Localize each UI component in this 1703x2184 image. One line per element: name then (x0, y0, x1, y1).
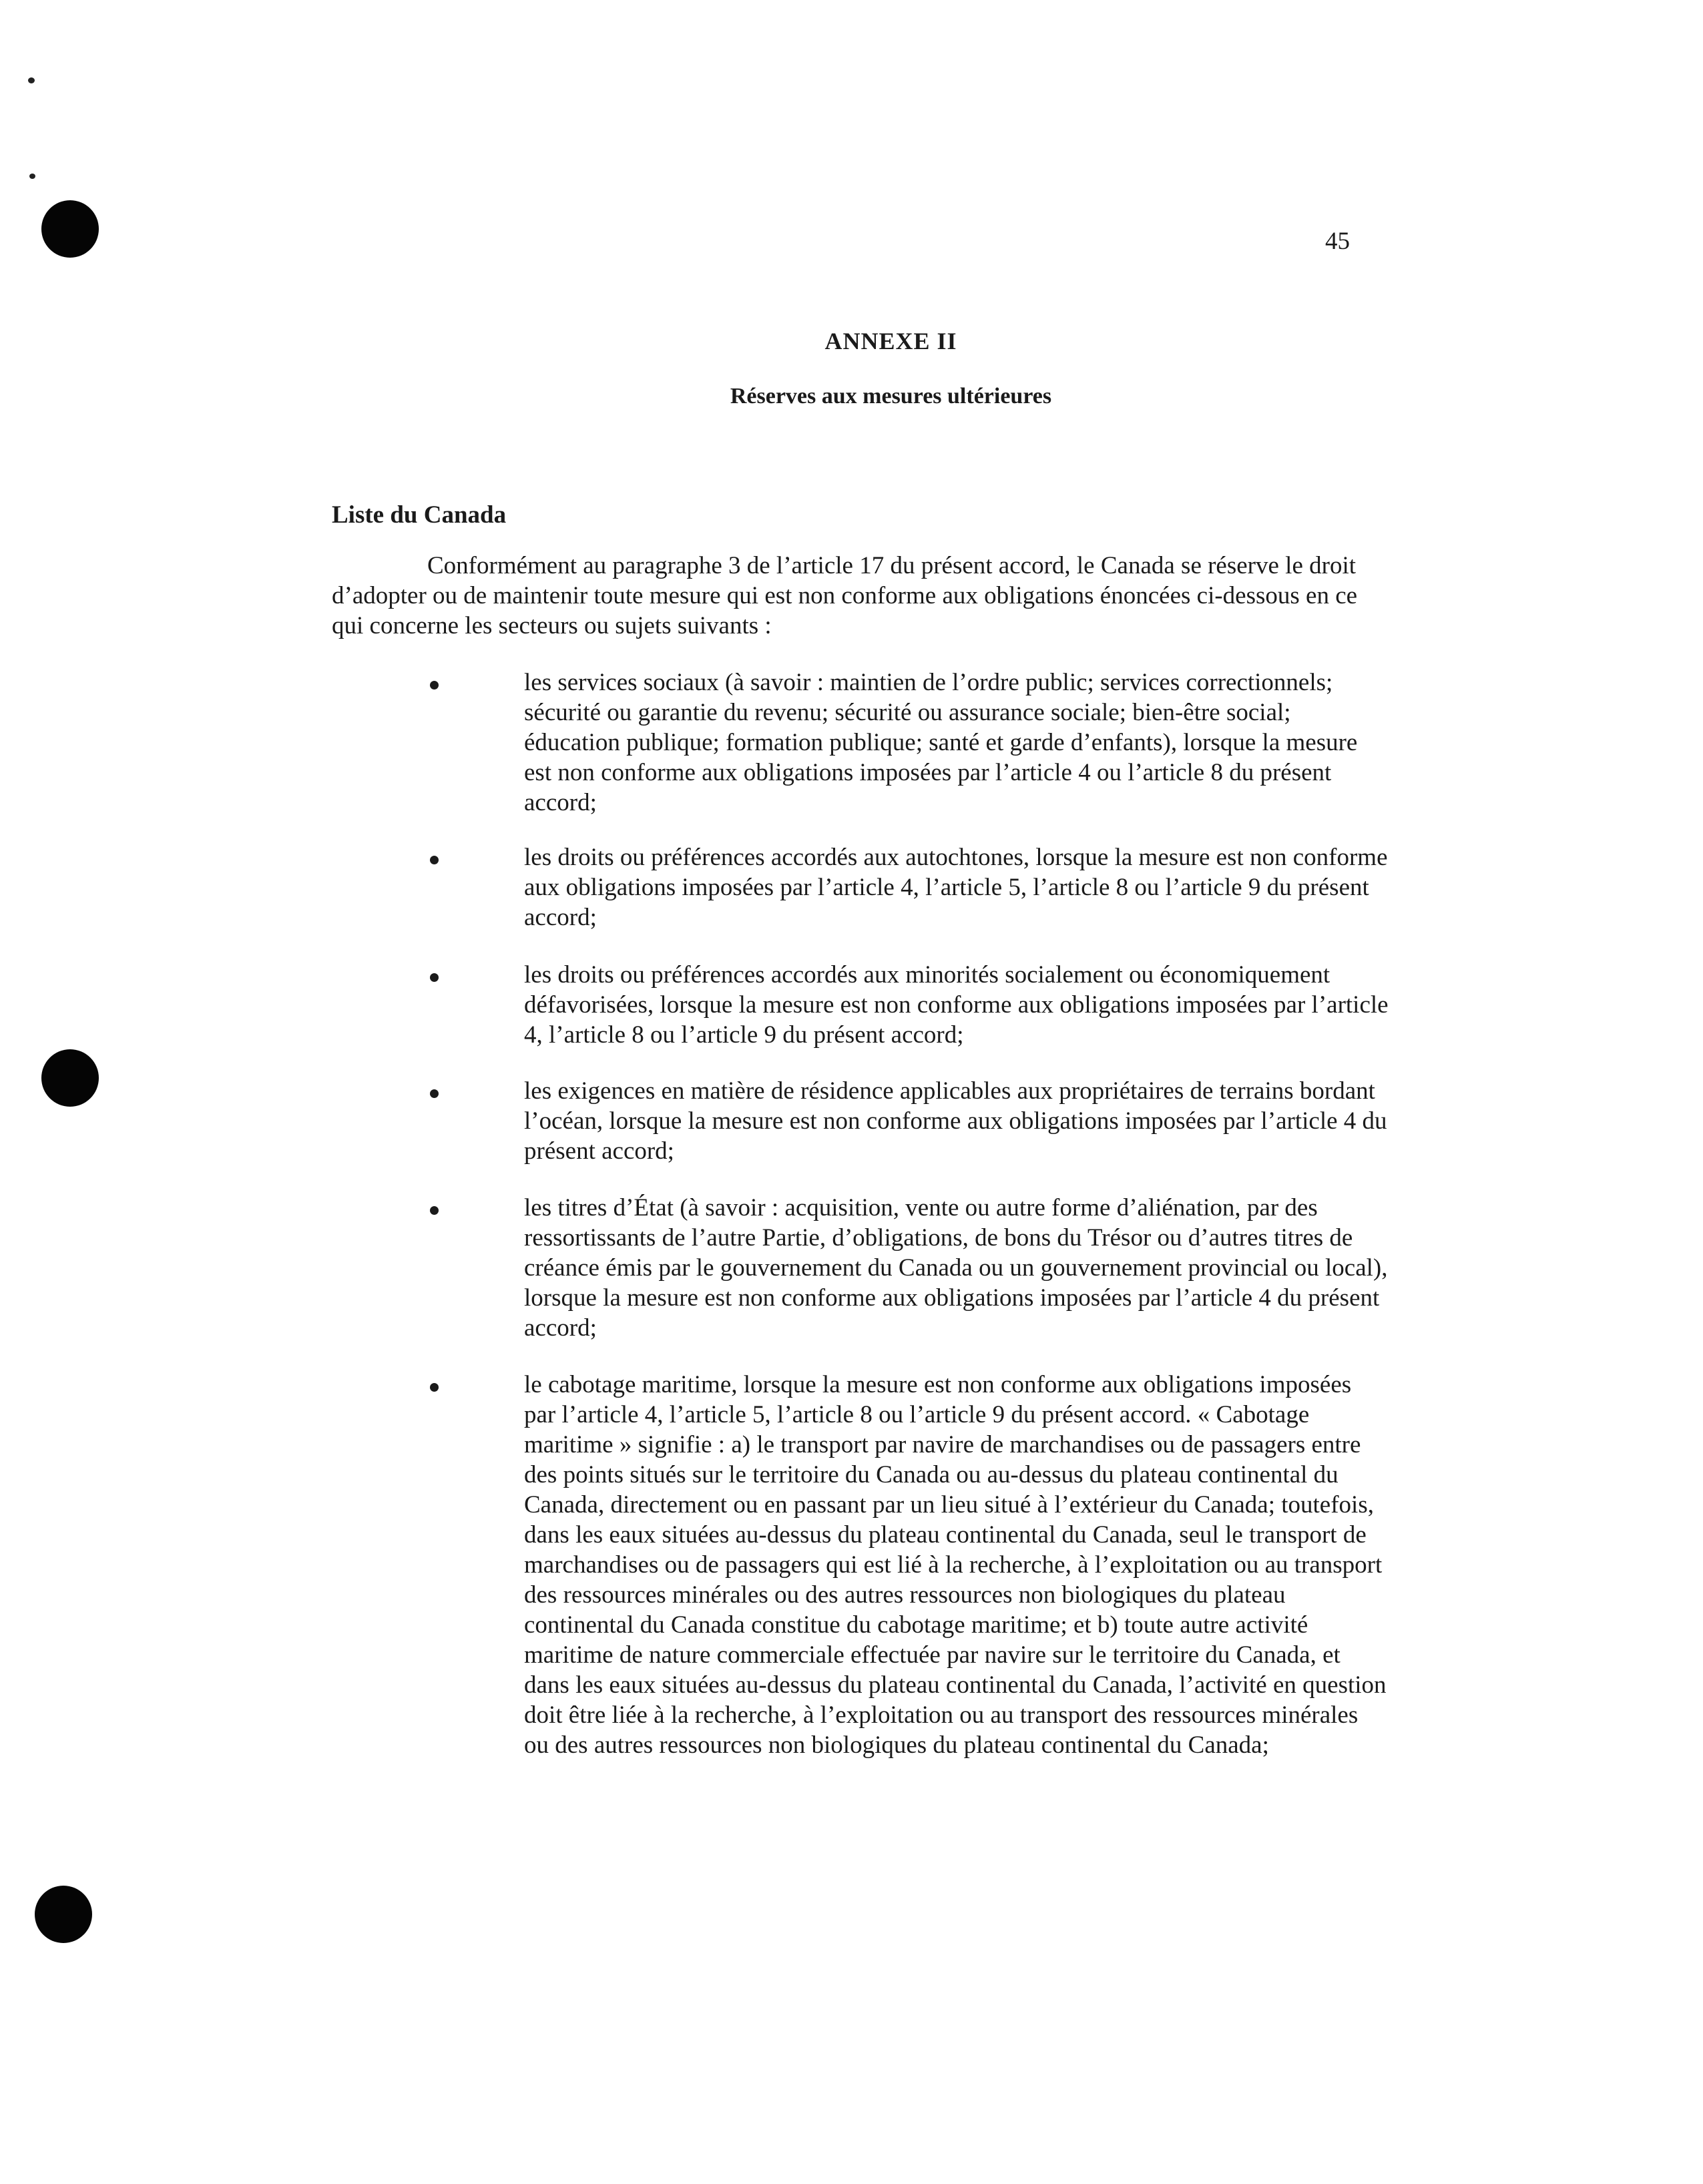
punch-hole-bottom (35, 1886, 92, 1943)
list-item-text: le cabotage maritime, lorsque la mesure est non conforme aux obligations imposées par l’article 4, l’article 5, l’article 8 ou l’article 9 du présent accord. « Cabotage maritime » signifie : a) le transport par navire de marchandises ou de passagers entre des points situés sur le territoire du Canada ou au-dessus du plateau continental du Canada, directement ou en passant par un lieu situé à l’extérieur du Canada; toutefois, dans les eaux situées au-dessus du plateau continental du Canada, seul le transport de marchandises ou de passagers qui est lié à la recherche, à l’exploitation ou au transport des ressources minérales ou des autres ressources non biologiques du plateau continental du Canada constitue du cabotage maritime; et b) toute autre activité maritime de nature commerciale effectuée par navire sur le territoire du Canada, et dans les eaux situées au-dessus du plateau continental du Canada, l’activité en question doit être liée à la recherche, à l’exploitation ou au transport des ressources minérales ou des autres ressources non biologiques du plateau continental du Canada; (524, 1371, 1387, 1759)
list-item (427, 1193, 1389, 1343)
list-item (427, 1370, 1389, 1760)
list-item-text: les droits ou préférences accordés aux minorités socialement ou économiquement défavorisées, lorsque la mesure est non conforme aux obligations imposées par l’article 4, l’article 8 ou l’article 9 du présent accord; (524, 961, 1389, 1049)
page-number: 45 (1325, 228, 1350, 255)
section-heading: Liste du Canada (332, 501, 507, 529)
list-item (427, 842, 1389, 932)
intro-paragraph: Conformément au paragraphe 3 de l’article 17 du présent accord, le Canada se réserve le droit d’adopter ou de maintenir toute mesure qui est non conforme aux obligations énoncées ci-dessous en ce qui concerne les secteurs ou sujets suivants : (332, 552, 1358, 639)
list-item (427, 1076, 1389, 1166)
annex-subtitle: Réserves aux mesures ultérieures (730, 384, 1052, 408)
list-item (427, 960, 1389, 1050)
list-item-text: les titres d’État (à savoir : acquisition, vente ou autre forme d’aliénation, par des ressortissants de l’autre Partie, d’obligations, de bons du Trésor ou d’autres titres de créance émis par le gouvernement du Canada ou un gouvernement provincial ou local), lorsque la mesure est non conforme aux obligations imposées par l’article 4 du présent accord; (524, 1194, 1388, 1342)
list-item-text: les services sociaux (à savoir : maintien de l’ordre public; services correctionnels; sécurité ou garantie du revenu; sécurité ou assurance sociale; bien-être social; éducation publique; formation publique; santé et garde d’enfants), lorsque la mesure est non conforme aux obligations imposées par l’article 4 ou l’article 8 du présent accord; (524, 669, 1358, 816)
scan-speck (29, 174, 35, 179)
annex-title: ANNEXE II (824, 328, 957, 354)
punch-hole-top (41, 200, 99, 258)
list-item (427, 667, 1389, 818)
scan-speck (28, 77, 35, 83)
list-item-text: les droits ou préférences accordés aux autochtones, lorsque la mesure est non conforme aux obligations imposées par l’article 4, l’article 5, l’article 8 ou l’article 9 du présent accord; (524, 844, 1388, 931)
list-item-text: les exigences en matière de résidence applicables aux propriétaires de terrains bordant l’océan, lorsque la mesure est non conforme aux obligations imposées par l’article 4 du présent accord; (524, 1077, 1387, 1165)
punch-hole-middle (41, 1049, 99, 1107)
